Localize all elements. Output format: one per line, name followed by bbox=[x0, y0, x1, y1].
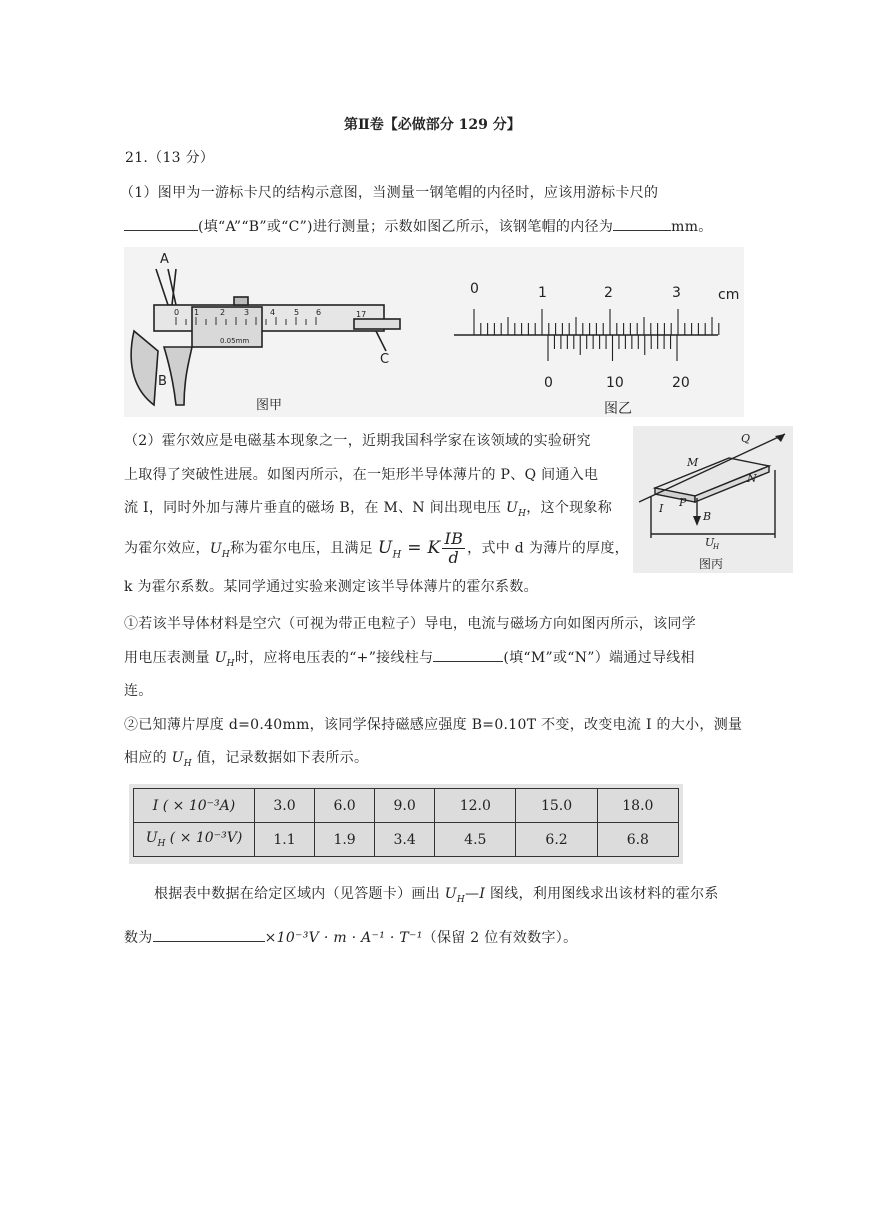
hall-label-m: M bbox=[687, 456, 699, 469]
caliper-tick-17: 17 bbox=[356, 310, 367, 319]
part1-line1: （1）图甲为一游标卡尺的结构示意图，当测量一钢笔帽的内径时，应该用游标卡尺的 bbox=[120, 185, 659, 201]
main-scale-unit: cm bbox=[718, 287, 740, 303]
uh-symbol-3: $U_H$ bbox=[214, 650, 235, 669]
hall-label-i: I bbox=[659, 502, 664, 515]
table-cell: 1.1 bbox=[255, 823, 315, 857]
hall-formula: $U_H = K$ bbox=[377, 537, 441, 560]
figure-jia bbox=[124, 247, 428, 417]
section-title: 第Ⅱ卷【必做部分 129 分】 bbox=[344, 117, 521, 133]
caliper-tick-0: 0 bbox=[174, 308, 180, 317]
vernier-scale-20: 20 bbox=[672, 375, 690, 391]
answer-blank-jaw[interactable] bbox=[124, 216, 198, 231]
data-table-wrapper bbox=[129, 784, 683, 864]
hall-label-b: B bbox=[703, 510, 712, 523]
table-cell: 4.5 bbox=[435, 823, 516, 857]
uh-symbol-4: $U_H$ bbox=[171, 750, 192, 769]
caliper-tick-3: 3 bbox=[244, 308, 250, 317]
table-cell: 12.0 bbox=[435, 789, 516, 823]
main-scale-0: 0 bbox=[470, 281, 479, 297]
data-table bbox=[133, 788, 679, 857]
vernier-scale-0: 0 bbox=[544, 375, 553, 391]
main-scale-3: 3 bbox=[672, 285, 681, 301]
caliper-tick-6: 6 bbox=[316, 308, 322, 317]
caliper-tick-5: 5 bbox=[294, 308, 300, 317]
hall-label-p: P bbox=[679, 496, 687, 509]
part1-line2: (填“A”“B”或“C”)进行测量；示数如图乙所示，该钢笔帽的内径为 mm。 bbox=[124, 216, 713, 237]
figure-yi-caption: 图乙 bbox=[604, 401, 632, 417]
vernier-reading-diagram bbox=[428, 247, 744, 417]
uh-symbol-2: $U_H$ bbox=[209, 540, 231, 560]
table-cell: 9.0 bbox=[375, 789, 435, 823]
table-cell: 6.8 bbox=[597, 823, 678, 857]
hall-label-uh-sub: H bbox=[713, 543, 720, 551]
sub2-line1: ②已知薄片厚度 d=0.40mm，该同学保持磁感应强度 B=0.10T 不变，改变电流 I 的大小，测量 bbox=[124, 717, 743, 733]
answer-blank-diameter[interactable] bbox=[613, 216, 671, 231]
caliper-tick-2: 2 bbox=[220, 308, 226, 317]
main-scale-1: 1 bbox=[538, 285, 547, 301]
uh-symbol-5: $U_H$ bbox=[444, 886, 466, 905]
main-scale-2: 2 bbox=[604, 285, 613, 301]
table-header-voltage: $U_H$ ( × 10⁻³V) bbox=[134, 823, 255, 857]
table-cell: 15.0 bbox=[516, 789, 597, 823]
uh-symbol: $U_H$ bbox=[505, 500, 527, 519]
figure-bing-caption: 图丙 bbox=[699, 557, 724, 571]
final-line2: 数为 ×10⁻³V · m · A⁻¹ · T⁻¹（保留 2 位有效数字）。 bbox=[124, 927, 577, 948]
sub1-line3: 连。 bbox=[124, 683, 153, 699]
caliper-tick-4: 4 bbox=[270, 308, 276, 317]
final-line1: 根据表中数据在给定区域内（见答题卡）画出 $U_H—I$ 图线，利用图线求出该材料的霍尔系 bbox=[154, 886, 719, 905]
sub1-line1: ①若该半导体材料是空穴（可视为带正电粒子）导电，电流与磁场方向如图丙所示，该同学 bbox=[124, 616, 696, 632]
table-cell: 1.9 bbox=[315, 823, 375, 857]
hall-label-n: N bbox=[747, 472, 757, 485]
table-cell: 6.2 bbox=[516, 823, 597, 857]
hall-effect-diagram bbox=[633, 426, 793, 573]
sub2-line2: 相应的 $U_H$ 值，记录数据如下表所示。 bbox=[124, 750, 369, 769]
caliper-label-a: A bbox=[160, 252, 169, 267]
figure-yi bbox=[428, 247, 744, 417]
table-row-voltage bbox=[134, 823, 679, 857]
answer-blank-terminal[interactable] bbox=[433, 647, 503, 662]
part2-line5: k 为霍尔系数。某同学通过实验来测定该半导体薄片的霍尔系数。 bbox=[124, 579, 538, 595]
caliper-diagram bbox=[124, 247, 428, 417]
figure-jia-caption: 图甲 bbox=[256, 398, 283, 413]
sub1-line2: 用电压表测量 $U_H$时，应将电压表的“+”接线柱与 (填“M”或“N”）端通过导线相 bbox=[124, 647, 695, 674]
table-cell: 3.4 bbox=[375, 823, 435, 857]
hall-formula-fraction: $\frac{IB}{d}$ bbox=[444, 529, 464, 567]
table-cell: 18.0 bbox=[597, 789, 678, 823]
part2-line2: 上取得了突破性进展。如图丙所示，在一矩形半导体薄片的 P、Q 间通入电 bbox=[124, 467, 599, 483]
figure-bing bbox=[633, 426, 793, 573]
caliper-label-b: B bbox=[158, 374, 167, 389]
caliper-tick-1: 1 bbox=[194, 308, 200, 317]
hall-label-uh: U bbox=[705, 536, 715, 549]
caliper-vernier-label: 0.05mm bbox=[220, 337, 250, 345]
part2-line4: 为霍尔效应，$U_H$称为霍尔电压，且满足 $U_H = K$ $\frac{IB}{d}$ ，式中 d 为薄片的厚度， bbox=[124, 529, 629, 567]
vernier-scale-10: 10 bbox=[606, 375, 624, 391]
part2-line1: （2）霍尔效应是电磁基本现象之一，近期我国科学家在该领域的实验研究 bbox=[124, 433, 591, 449]
question-number: 21.（13 分） bbox=[125, 150, 215, 166]
table-header-current: I ( × 10⁻³A) bbox=[134, 789, 255, 823]
part2-line3: 流 I，同时外加与薄片垂直的磁场 B，在 M、N 间出现电压 $U_H$，这个现象称 bbox=[124, 500, 613, 519]
caliper-label-c: C bbox=[380, 352, 390, 367]
table-cell: 3.0 bbox=[255, 789, 315, 823]
unit-expression: ×10⁻³V · m · A⁻¹ · T⁻¹ bbox=[264, 930, 423, 946]
answer-blank-hall-coefficient[interactable] bbox=[153, 927, 265, 942]
table-row-current bbox=[134, 789, 679, 823]
hall-label-q: Q bbox=[741, 432, 751, 445]
table-cell: 6.0 bbox=[315, 789, 375, 823]
